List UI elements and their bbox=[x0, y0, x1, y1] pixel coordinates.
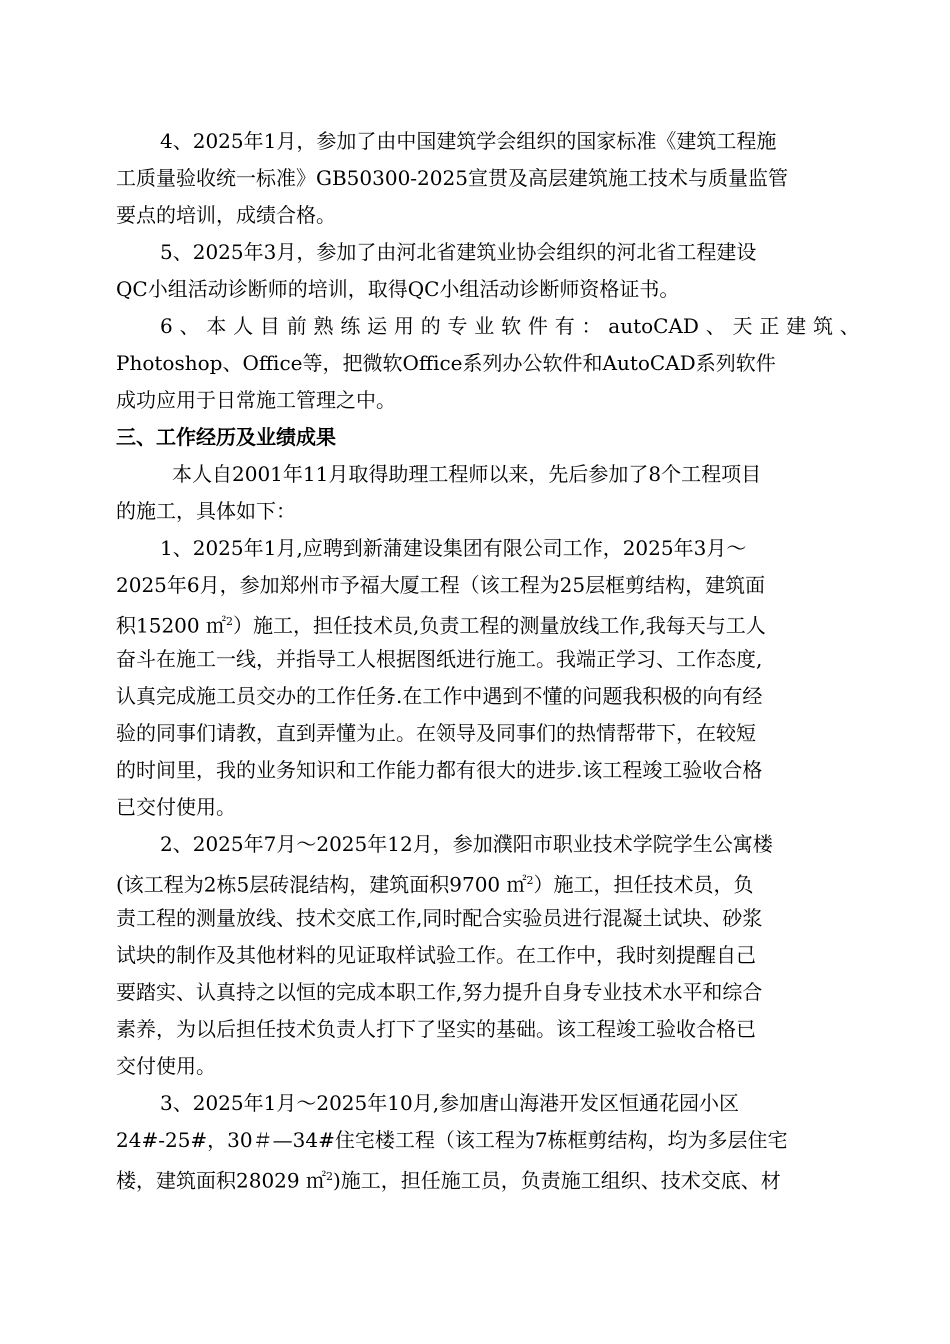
paragraph-line: 成功应用于日常施工管理之中。 bbox=[116, 388, 396, 412]
paragraph-line: 本人自2001年11月取得助理工程师以来，先后参加了8个工程项目 bbox=[172, 462, 762, 486]
paragraph-line: 已交付使用。 bbox=[116, 795, 236, 819]
paragraph-line-justified: 6 、 本 人 目 前 熟 练 运 用 的 专 业 软 件 有 ： autoCAD 、 天 正 建 筑 、 bbox=[160, 314, 860, 338]
paragraph-line: 验的同事们请教，直到弄懂为止。在领导及同事们的热情帮带下，在较短 bbox=[116, 721, 756, 745]
paragraph-line: 试块的制作及其他材料的见证取样试验工作。在工作中，我时刻提醒自己 bbox=[116, 943, 756, 967]
paragraph-line: 工质量验收统一标准》GB50300-2025宣贯及高层建筑施工技术与质量监管 bbox=[116, 166, 788, 190]
paragraph-line: 素养，为以后担任技术负责人打下了坚实的基础。该工程竣工验收合格已 bbox=[116, 1017, 756, 1041]
paragraph-line: QC小组活动诊断师的培训，取得QC小组活动诊断师资格证书。 bbox=[116, 277, 680, 301]
paragraph-line: 的施工，具体如下： bbox=[116, 499, 296, 523]
paragraph-line: 24#-25#，30＃—34#住宅楼工程（该工程为7栋框剪结构，均为多层住宅 bbox=[116, 1128, 788, 1152]
paragraph-line: 积15200 ㎡$^2$）施工，担任技术员,负责工程的测量放线工作,我每天与工人 bbox=[116, 613, 766, 638]
paragraph-line: Photoshop、Office等，把微软Office系列办公软件和AutoCAD系列软件 bbox=[116, 351, 776, 375]
paragraph-line: 认真完成施工员交办的工作任务.在工作中遇到不懂的问题我积极的向有经 bbox=[116, 684, 763, 708]
paragraph-line: 交付使用。 bbox=[116, 1054, 216, 1078]
paragraph-line: 要点的培训，成绩合格。 bbox=[116, 203, 336, 227]
paragraph-line: 责工程的测量放线、技术交底工作,同时配合实验员进行混凝土试块、砂浆 bbox=[116, 906, 763, 930]
paragraph-line: 5、2025年3月，参加了由河北省建筑业协会组织的河北省工程建设 bbox=[160, 240, 757, 264]
paragraph-line: 奋斗在施工一线，并指导工人根据图纸进行施工。我端正学习、工作态度, bbox=[116, 647, 763, 671]
paragraph-line: 的时间里，我的业务知识和工作能力都有很大的进步.该工程竣工验收合格 bbox=[116, 758, 763, 782]
paragraph-line: 2025年6月，参加郑州市予福大厦工程（该工程为25层框剪结构，建筑面 bbox=[116, 573, 766, 597]
paragraph-line: 4、2025年1月，参加了由中国建筑学会组织的国家标准《建筑工程施 bbox=[160, 129, 777, 153]
paragraph-line: 1、2025年1月,应聘到新蒲建设集团有限公司工作，2025年3月～ bbox=[160, 536, 747, 560]
paragraph-line: 3、2025年1月～2025年10月,参加唐山海港开发区恒通花园小区 bbox=[160, 1091, 740, 1115]
section-heading: 三、工作经历及业绩成果 bbox=[116, 425, 336, 449]
paragraph-line: 2、2025年7月～2025年12月，参加濮阳市职业技术学院学生公寓楼 bbox=[160, 832, 773, 856]
paragraph-line: (该工程为2栋5层砖混结构，建筑面积9700 ㎡$^2$）施工，担任技术员，负 bbox=[116, 872, 754, 897]
paragraph-line: 楼，建筑面积28029 ㎡$^2$)施工，担任施工员，负责施工组织、技术交底、材 bbox=[116, 1168, 781, 1193]
paragraph-line: 要踏实、认真持之以恒的完成本职工作,努力提升自身专业技术水平和综合 bbox=[116, 980, 763, 1004]
